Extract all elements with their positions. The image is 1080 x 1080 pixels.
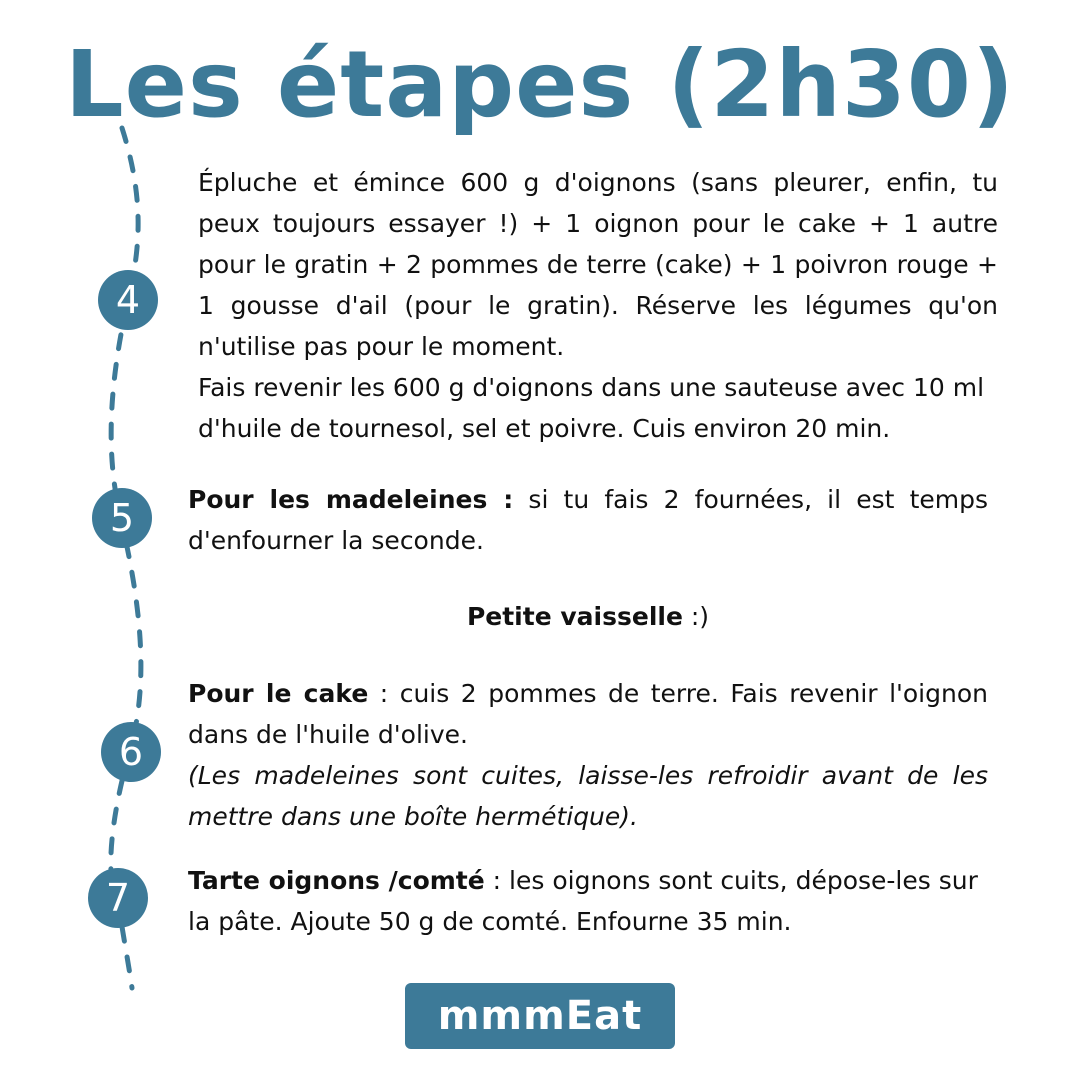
step-5-text — [188, 479, 988, 561]
step-4-text — [198, 162, 998, 449]
dishes-note-rest: :) — [682, 602, 710, 631]
step-6-heading: Pour le cake — [188, 679, 369, 708]
step-5-badge: 5 — [92, 488, 152, 548]
step-5-body: si tu fais 2 fournées, il est temps d'enfourner la seconde. — [188, 485, 989, 555]
step-6-body: : cuis 2 pommes de terre. Fais revenir l'oignon dans de l'huile d'olive. — [188, 679, 988, 749]
step-4-paragraph-2: Fais revenir les 600 g d'oignons dans une sauteuse avec 10 ml d'huile de tournesol, sel et poivre. Cuis environ 20 min. — [198, 373, 985, 443]
step-5-heading: Pour les madeleines : — [188, 485, 514, 514]
step-7-heading: Tarte oignons /comté — [188, 866, 485, 895]
step-4-badge: 4 — [98, 270, 158, 330]
step-4-paragraph-1: Épluche et émince 600 g d'oignons (sans pleurer, enfin, tu peux toujours essayer !) + 1 oignon pour le cake + 1 autre pour le gratin + 2 pommes de terre (cake) + 1 poivron rouge + 1 gousse d'ail (pour le gratin). Réserve les légumes qu'on n'utilise pas pour le moment. — [198, 168, 998, 361]
step-6-badge: 6 — [101, 722, 161, 782]
step-7-badge: 7 — [88, 868, 148, 928]
step-6-text — [188, 673, 988, 837]
page-title: Les étapes (2h30) — [65, 31, 1015, 138]
dishes-note — [188, 596, 988, 637]
step-7-text — [188, 860, 988, 942]
step-6-note: (Les madeleines sont cuites, laisse-les refroidir avant de les mettre dans une boîte hermétique). — [188, 761, 988, 831]
dishes-note-bold: Petite vaisselle — [466, 602, 683, 631]
step-7-body: : les oignons sont cuits, dépose-les sur la pâte. Ajoute 50 g de comté. Enfourne 35 min. — [188, 866, 978, 936]
brand-logo: mmmEat — [405, 983, 675, 1049]
